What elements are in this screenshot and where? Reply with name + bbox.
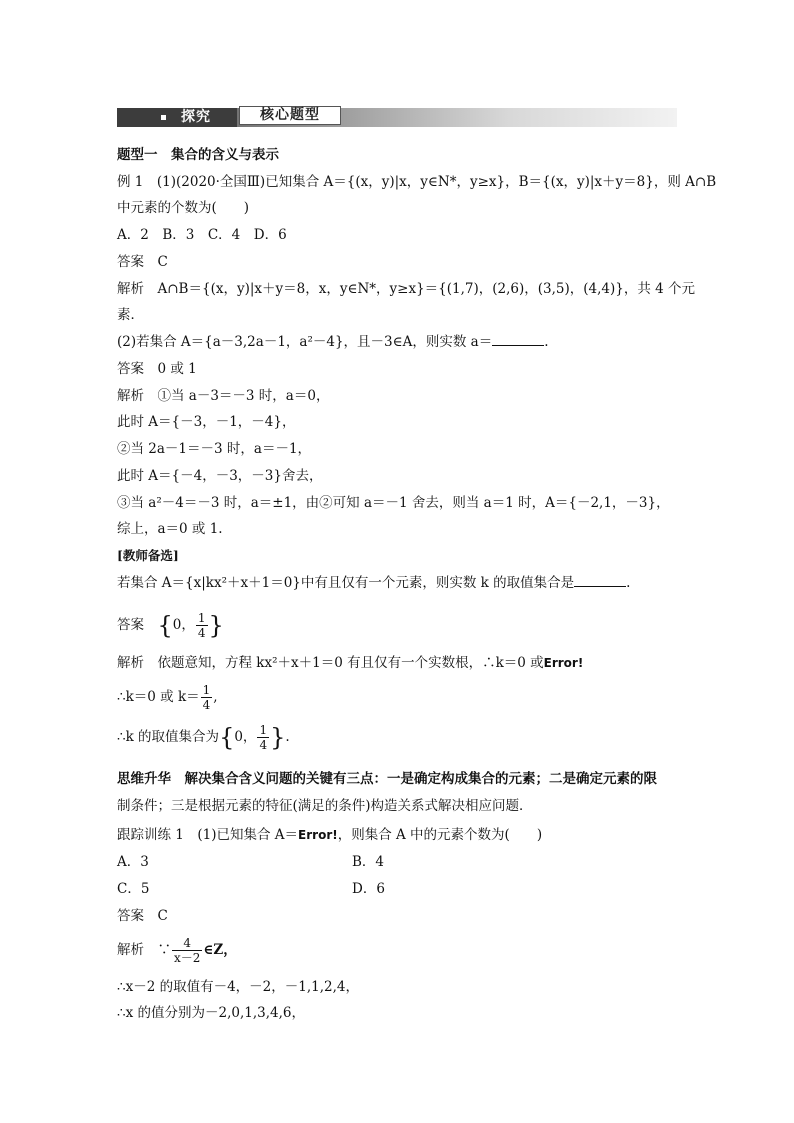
comma: , [213,689,218,705]
question-text: 若集合 A＝{x|kx²＋x＋1＝0}中有且仅有一个元素，则实数 k 的取值集合是 [117,575,575,591]
analysis-text: ∈Z， [203,942,237,958]
example-line: 中元素的个数为( ) [117,200,250,216]
summary-line: 制条件；三是根据元素的特征(满足的条件)构造关系式解决相应问题． [117,798,533,814]
exercise-text: ，则集合 A 中的元素个数为( ) [337,827,543,843]
period: . [285,729,290,745]
fraction-denominator: 4 [197,626,206,640]
fraction-one-quarter [196,611,208,640]
right-brace-icon: } [270,723,286,752]
fraction-denominator: x－2 [174,951,201,965]
fraction-four-over-x [172,936,202,965]
fraction-numerator: 1 [197,611,206,625]
error-text: Error! [543,656,584,670]
choices-line: A．2 B．3 C．4 D．6 [117,227,287,243]
analysis-line: 此时 A＝{－3，－1，－4}， [117,414,296,430]
analysis-text: 解析 依题意知，方程 kx²＋x＋1＝0 有且仅有一个实数根，∴k＝0 或 [117,655,544,671]
answer-blank [492,333,544,346]
set-element: 0， [234,729,257,745]
analysis-line [117,720,290,754]
fraction-one-quarter [201,683,213,712]
analysis-line [117,932,237,968]
left-brace-icon: { [157,611,173,640]
banner-tag-label: 探究 [181,109,211,125]
teacher-note-heading: [教师备选] [117,548,179,563]
question-line [117,333,549,351]
exercise-line [117,826,542,844]
analysis-line: ∴x－2 的取值有－4，－2，－1,1,2,4， [117,979,359,995]
banner-tag [117,108,237,127]
fraction-numerator: 1 [202,683,211,697]
banner-title: 核心题型 [239,106,341,125]
example-line: 例 1 (1)(2020·全国Ⅲ)已知集合 A＝{(x，y)|x，y∈N*，y≥x}，B＝{(x，y)|x＋y＝8}，则 A∩B [117,174,717,190]
section-banner [117,105,677,127]
topic-heading: 题型一 集合的含义与表示 [117,147,279,163]
summary-line: 思维升华 解决集合含义问题的关键有三点：一是确定构成集合的元素；二是确定元素的限 [117,771,657,787]
period: . [544,334,549,350]
answer-line: 答案 C [117,254,168,270]
analysis-line: ③当 a²－4＝－3 时，a＝±1，由②可知 a＝－1 舍去，则当 a＝1 时，A＝{－2,1，－3}， [117,495,670,511]
analysis-line: 素． [117,307,144,323]
fraction-numerator: 4 [183,936,192,950]
analysis-line [117,654,583,672]
period: . [626,575,631,591]
answer-blank [574,574,626,587]
fraction-numerator: 1 [259,723,268,737]
exercise-text: 跟踪训练 1 (1)已知集合 A＝ [117,827,299,843]
choice-a: A．3 [117,854,149,870]
answer-label: 答案 [117,617,158,633]
answer-line: 答案 0 或 1 [117,361,197,377]
analysis-line: ②当 2a－1＝－3 时，a＝－1， [117,441,312,457]
analysis-line: ∴x 的值分别为－2,0,1,3,4,6， [117,1005,305,1021]
fraction-denominator: 4 [202,698,211,712]
choice-d: D．6 [352,881,385,897]
fraction-one-quarter [257,723,269,752]
analysis-line: 解析 ①当 a－3＝－3 时，a＝0， [117,388,330,404]
right-brace-icon: } [208,611,224,640]
analysis-text: ∴k＝0 或 k＝ [117,689,200,705]
analysis-line: 综上，a＝0 或 1. [117,521,223,537]
analysis-line: 此时 A＝{－4，－3，－3}舍去， [117,468,323,484]
fraction-denominator: 4 [259,738,268,752]
choice-c: C．5 [117,881,150,897]
left-brace-icon: { [219,723,235,752]
set-element: 0， [172,617,195,633]
analysis-line [117,680,218,714]
question-text: (2)若集合 A＝{a－3,2a－1，a²－4}，且－3∈A，则实数 a＝ [117,334,493,350]
choice-b: B．4 [352,854,385,870]
square-bullet-icon [161,115,166,120]
analysis-text: 解析 ∵ [117,942,171,958]
analysis-text: ∴k 的取值集合为 [117,729,220,745]
question-line [117,574,630,592]
analysis-line: 解析 A∩B＝{(x，y)|x＋y＝8，x，y∈N*，y≥x}＝{(1,7)，(2,6)，(3,5)，(4,4)}，共 4 个元 [117,281,696,297]
error-text: Error! [298,828,338,842]
answer-line: 答案 C [117,908,168,924]
answer-line [117,608,224,642]
